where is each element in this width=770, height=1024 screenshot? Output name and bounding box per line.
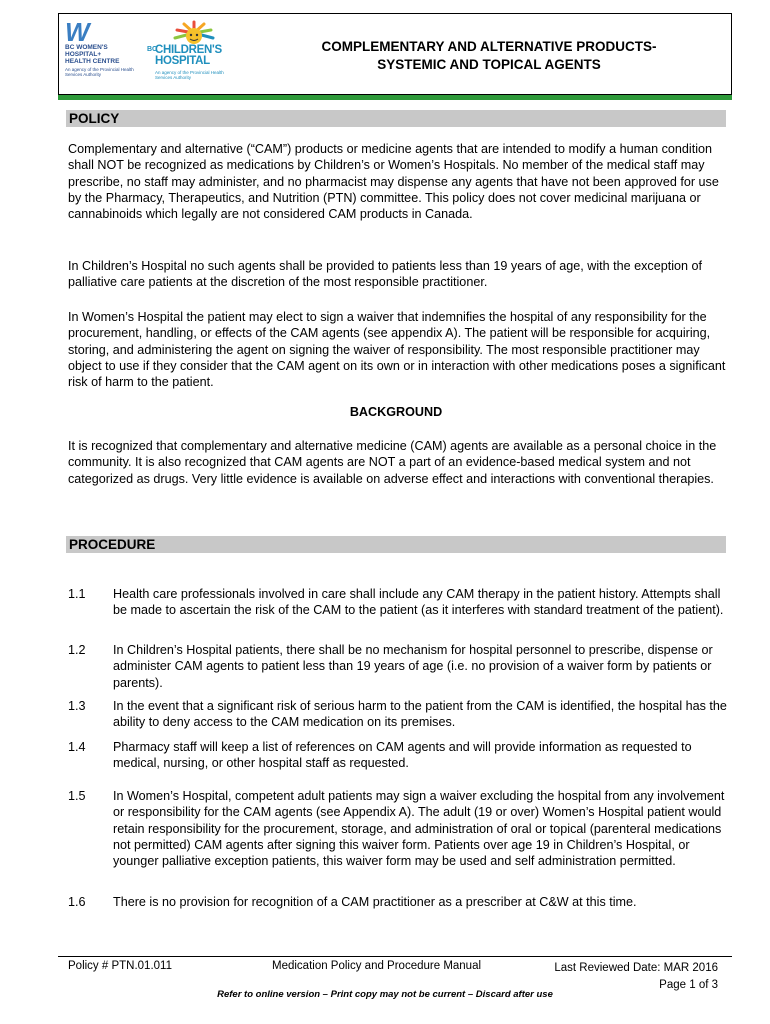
bc-childrens-logo [143, 20, 235, 92]
procedure-section-bar [66, 536, 726, 553]
footer-page-number: Page 1 of 3 [659, 979, 718, 991]
item-number: 1.5 [68, 789, 86, 803]
document-title-line2: SYSTEMIC AND TOPICAL AGENTS [377, 57, 601, 72]
item-number: 1.1 [68, 587, 86, 601]
footer-manual-name: Medication Policy and Procedure Manual [272, 960, 482, 972]
bc-childrens-logo-line1: CHILDREN'S [155, 44, 222, 56]
item-text: There is no provision for recognition of a CAM practitioner as a prescriber at C&W at this time. [113, 895, 637, 909]
policy-paragraph-2: In Children’s Hospital no such agents shall be provided to patients less than 19 years of age, with the exception of palliative care patients at the discretion of the most responsible practitioner. [68, 259, 703, 290]
footer-rule [58, 956, 732, 957]
bc-childrens-logo-name [155, 45, 222, 67]
bc-womens-logo-line3: HEALTH CENTRE [65, 58, 120, 65]
policy-paragraph-3: In Women’s Hospital the patient may elect to sign a waiver that indemnifies the hospital of any responsibility for the procurement, handling, or effects of the CAM agents (see appendix A). The patient will be responsible for acquiring, storing, and administering the agent on signing the waiver of responsibility. The most responsible practitioner may object to use if they consider that the CAM agent on its own or in interaction with other medications poses a significant risk of harm to the patient. [68, 310, 726, 390]
item-number: 1.2 [68, 643, 86, 657]
bc-womens-logo-tagline: An agency of the Provincial Health Services Authority [65, 67, 134, 77]
item-number: 1.4 [68, 740, 86, 754]
document-title-line1: COMPLEMENTARY AND ALTERNATIVE PRODUCTS- [321, 39, 657, 54]
policy-paragraph-1: Complementary and alternative (“CAM”) products or medicine agents that are intended to modify a human condition shall NOT be recognized as medications by Children’s or Women’s Hospitals. No member of the medical staff may prescribe, no staff may administer, and no pharmacist may dispense any agents that have not been approved for use by the Pharmacy, Therapeutics, and Nutrition (PTN) committee. This policy does not cover medicinal marijuana or cannabinoids which legally are not considered CAM products in Canada. [68, 142, 719, 222]
item-text: In Women’s Hospital, competent adult patients may sign a waiver excluding the hospital from any involvement or responsibility for the CAM agents (see Appendix A). The adult (19 or over) Women’s Hospital patient would retain responsibility for the procurement, storage, and administration of oral or topical (parenteral medications not permitted) CAM agents after signing this waiver form. Patients over age 19 in Children’s Hospital, or younger palliative exception patients, this waiver form may be used and self administration permitted. [113, 789, 725, 869]
header-green-rule [58, 95, 732, 100]
footer-disclaimer: Refer to online version – Print copy may not be current – Discard after use [217, 989, 553, 1000]
footer-policy-number: Policy # PTN.01.011 [68, 960, 172, 972]
footer-reviewed-date: Last Reviewed Date: MAR 2016 [554, 962, 718, 974]
background-heading: BACKGROUND [349, 405, 443, 419]
background-paragraph: It is recognized that complementary and alternative medicine (CAM) agents are available as a personal choice in the community. It is also recognized that CAM agents are NOT a part of an evidence-based medical system and not categorized as drugs. Very little evidence is available on adverse effect and interactions with conventional therapies. [68, 439, 717, 486]
item-number: 1.3 [68, 699, 86, 713]
bc-womens-logo-line2: HOSPITAL+ [65, 51, 102, 58]
item-number: 1.6 [68, 895, 86, 909]
sun-icon [171, 20, 217, 46]
document-title [259, 38, 719, 74]
item-text: Health care professionals involved in care shall include any CAM therapy in the patient history. Attempts shall be made to ascertain the risk of the CAM to the patient (as it interferes with standard treatment of the patient). [113, 587, 724, 618]
bc-womens-logo [65, 17, 135, 90]
bc-childrens-logo-tagline: An agency of the Provincial Health Services Authority [155, 70, 224, 80]
policy-heading: POLICY [69, 111, 120, 126]
policy-section-bar [66, 110, 726, 127]
item-text: In Children’s Hospital patients, there shall be no mechanism for hospital personnel to prescribe, dispense or administer CAM agents to patient less than 19 years of age (i.e. no provision of a waiver form by patients or parents). [113, 643, 713, 690]
bc-womens-logo-mark: W [65, 17, 87, 47]
document-header [58, 13, 732, 95]
bc-womens-logo-line1: BC WOMEN'S [65, 44, 108, 51]
bc-childrens-logo-bc: BC [147, 46, 158, 53]
item-text: In the event that a significant risk of serious harm to the patient from the CAM is identified, the hospital has the ability to deny access to the CAM medication on its premises. [113, 699, 727, 730]
bc-childrens-logo-line2: HOSPITAL [155, 55, 210, 67]
procedure-heading: PROCEDURE [69, 537, 156, 552]
item-text: Pharmacy staff will keep a list of references on CAM agents and will provide information as requested to medical, nursing, or other hospital staff as requested. [113, 740, 692, 771]
